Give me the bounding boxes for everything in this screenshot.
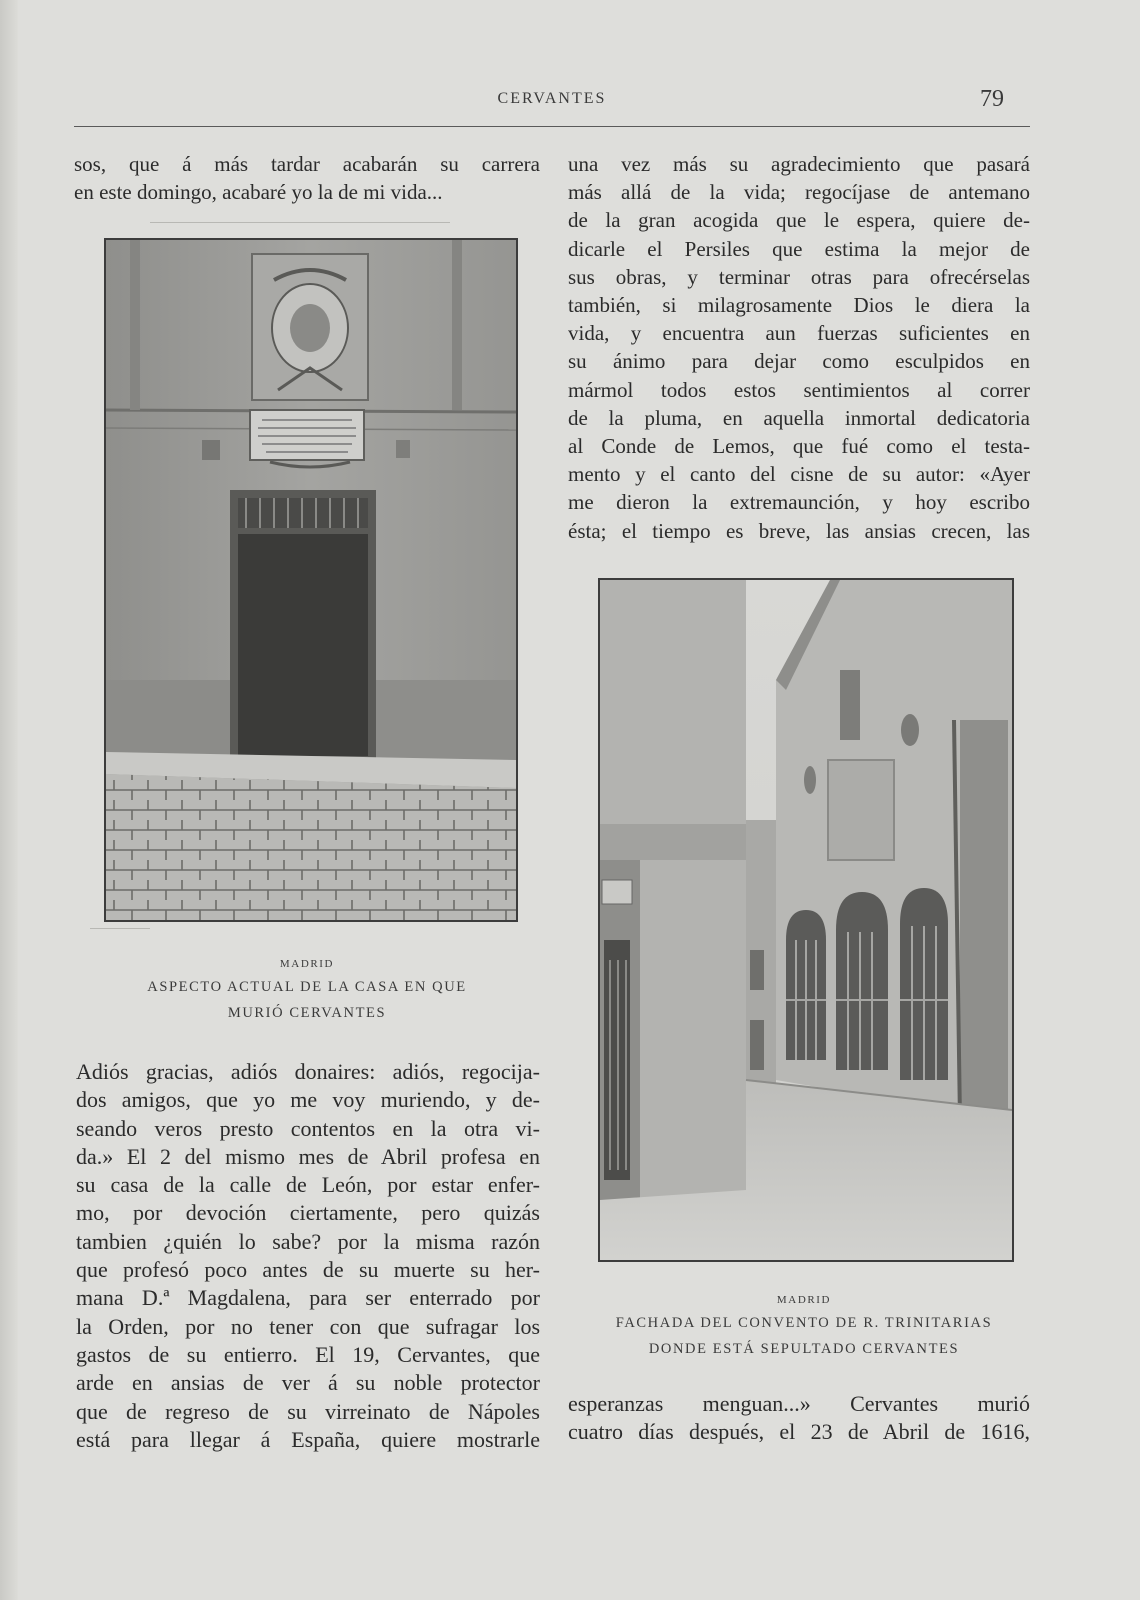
text-line: al Conde de Lemos, que fué como el testa-	[568, 434, 1030, 459]
text-line: cuatro días después, el 23 de Abril de 1616,	[568, 1419, 1030, 1445]
text-line: seando veros presto contentos en la otra vi-	[76, 1115, 540, 1141]
caption-line: ASPECTO ACTUAL DE LA CASA EN QUE	[147, 979, 467, 995]
right-column-top-text	[568, 150, 1030, 545]
text-line: Adiós gracias, adiós donaires: adiós, regocija-	[76, 1059, 540, 1084]
text-line: mármol todos estos sentimientos al correr	[568, 377, 1030, 402]
caption-line: DONDE ESTÁ SEPULTADO CERVANTES	[648, 1341, 960, 1357]
figure-2-caption	[572, 1290, 1036, 1362]
text-line: mana D.ª Magdalena, para ser enterrado por	[76, 1285, 540, 1311]
convent-facade-photo	[600, 580, 1012, 1260]
house-facade-photo	[106, 240, 516, 920]
text-line: dos amigos, que yo me voy muriendo, y de-	[76, 1087, 540, 1113]
left-column-top-text	[74, 150, 540, 206]
text-line: tambien ¿quién lo sabe? por la misma razón	[76, 1228, 540, 1254]
text-line: sus obras, y terminar otras para ofrecérselas	[568, 264, 1030, 289]
left-column-bottom-text	[76, 1058, 540, 1454]
photo-cervantes-house	[104, 238, 518, 922]
caption-city: MADRID	[279, 958, 335, 970]
text-line: da.» El 2 del mismo mes de Abril profesa en	[76, 1143, 540, 1169]
text-line: me dieron la extremaunción, y hoy escribo	[568, 490, 1030, 515]
page-header	[74, 86, 1030, 127]
page-number: 79	[980, 86, 1004, 112]
text-line: su casa de la calle de León, por estar enfer-	[76, 1172, 540, 1198]
text-line: mo, por devoción ciertamente, pero quizás	[76, 1200, 540, 1226]
text-line: sos, que á más tardar acabarán su carrera	[74, 152, 540, 176]
right-column-bottom-text	[568, 1390, 1030, 1447]
text-line: ésta; el tiempo es breve, las ansias crecen, las	[568, 518, 1030, 543]
text-line: arde en ansias de ver á su noble protector	[76, 1370, 540, 1396]
caption-city: MADRID	[776, 1294, 832, 1306]
text-line: dicarle el Persiles que estima la mejor de	[568, 236, 1030, 261]
text-line: la Orden, por no tener con que sufragar los	[76, 1313, 540, 1339]
text-line: que profesó poco antes de su muerte su her-	[76, 1257, 540, 1283]
caption-line: FACHADA DEL CONVENTO DE R. TRINITARIAS	[615, 1315, 993, 1331]
caption-line: MURIÓ CERVANTES	[227, 1005, 387, 1021]
text-line: de la gran acogida que le espera, quiere de-	[568, 208, 1030, 233]
photo-trinitarias-convent	[598, 578, 1014, 1262]
text-line: en este domingo, acabaré yo la de mi vida...	[74, 180, 443, 205]
text-line: también, si milagrosamente Dios le diera la	[568, 293, 1030, 318]
faint-rule	[150, 222, 450, 223]
figure-1-caption	[74, 954, 540, 1026]
text-line: está para llegar á España, quiere mostrarle	[76, 1426, 540, 1452]
text-line: mento y el canto del cisne de su autor: «Ayer	[568, 462, 1030, 487]
text-line: que de regreso de su virreinato de Nápoles	[76, 1398, 540, 1424]
text-line: su ánimo para dejar como esculpidos en	[568, 349, 1030, 374]
text-line: esperanzas menguan...» Cervantes murió	[568, 1391, 1030, 1416]
text-line: de la pluma, en aquella inmortal dedicatoria	[568, 405, 1030, 430]
text-line: gastos de su entierro. El 19, Cervantes, que	[76, 1341, 540, 1367]
text-line: una vez más su agradecimiento que pasará	[568, 152, 1030, 176]
text-line: vida, y encuentra aun fuerzas suficientes en	[568, 321, 1030, 346]
faint-rule	[90, 928, 150, 929]
running-head: CERVANTES	[497, 90, 607, 107]
text-line: más allá de la vida; regocíjase de antemano	[568, 180, 1030, 205]
page-binding-edge	[0, 0, 18, 1600]
